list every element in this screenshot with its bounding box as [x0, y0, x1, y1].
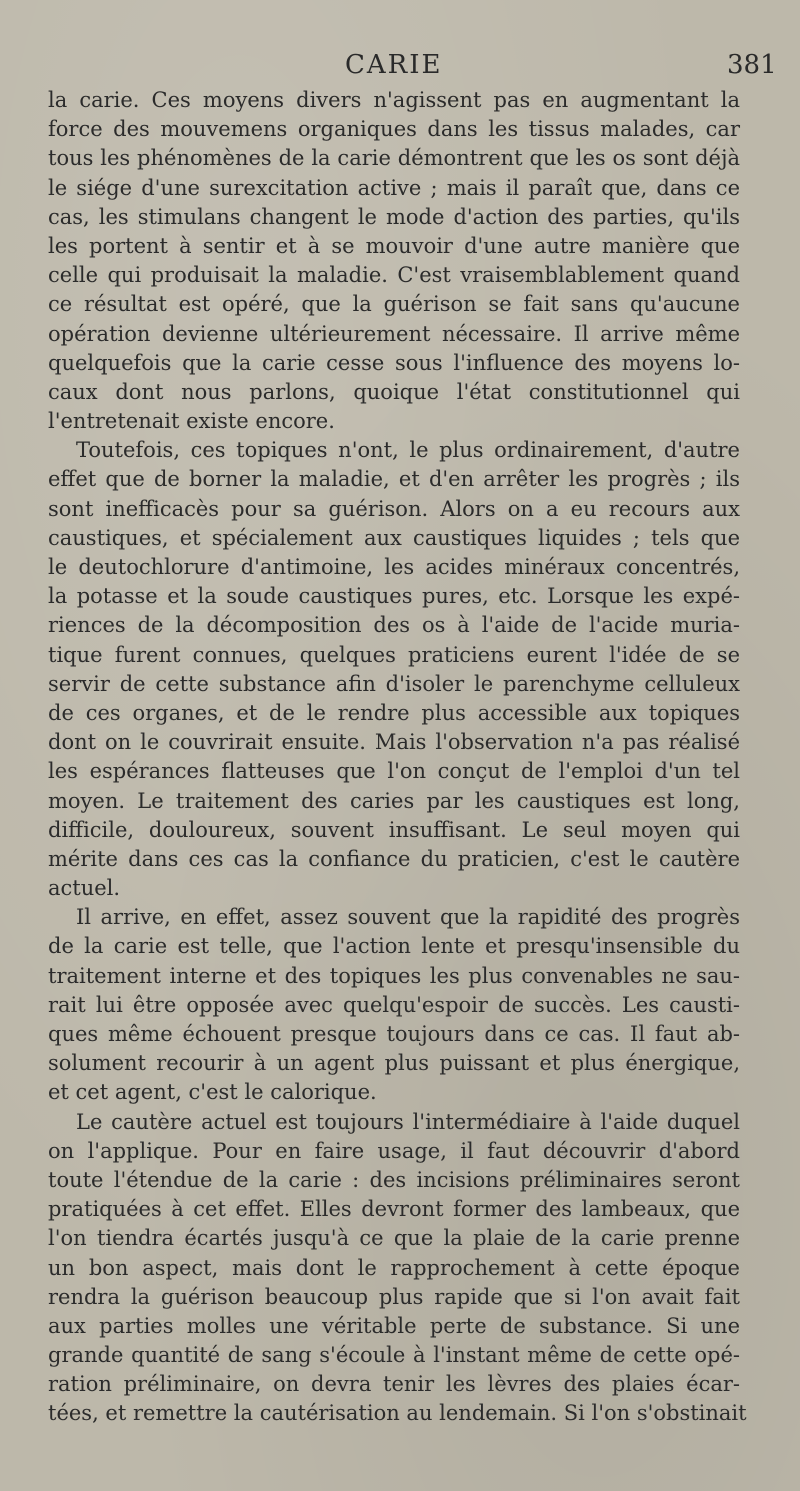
text-line: opération devienne ultérieurement nécessaire. Il arrive même: [48, 321, 740, 346]
text-line: un bon aspect, mais dont le rapprochement à cette époque: [48, 1255, 740, 1280]
text-line: cas, les stimulans changent le mode d'action des parties, qu'ils: [48, 204, 740, 229]
text-line: traitement interne et des topiques les plus convenables ne sau-: [48, 963, 740, 988]
text-line: celle qui produisait la maladie. C'est vraisemblablement quand: [48, 263, 740, 288]
page-header: [0, 50, 800, 86]
text-line: quelquefois que la carie cesse sous l'influence des moyens lo-: [48, 350, 740, 375]
text-line: et cet agent, c'est le calorique.: [48, 1080, 377, 1105]
text-line: solument recourir à un agent plus puissant et plus énergique,: [48, 1051, 740, 1076]
text-line: tous les phénomènes de la carie démontrent que les os sont déjà: [48, 146, 740, 171]
text-line: ques même échouent presque toujours dans ce cas. Il faut ab-: [48, 1022, 740, 1046]
text-line: les espérances flatteuses que l'on conçut de l'emploi d'un tel: [48, 759, 740, 784]
paragraph: [48, 436, 740, 903]
text-line: Toutefois, ces topiques n'ont, le plus ordinairement, d'autre: [76, 438, 740, 463]
text-line: de ces organes, et de le rendre plus accessible aux topiques: [48, 700, 740, 725]
text-line: l'on tiendra écartés jusqu'à ce que la plaie de la carie prenne: [48, 1226, 740, 1251]
text-line: mérite dans ces cas la confiance du praticien, c'est le cautère: [48, 846, 740, 871]
page-number: 381: [727, 50, 777, 80]
text-line: sont inefficacès pour sa guérison. Alors on a eu recours aux: [48, 496, 740, 521]
body-text: [48, 86, 747, 1429]
text-line: pratiquées à cet effet. Elles devront former des lambeaux, que: [48, 1197, 740, 1222]
text-line: toute l'étendue de la carie : des incisions préliminaires seront: [48, 1167, 740, 1192]
text-line: le siége d'une surexcitation active ; mais il paraît que, dans ce: [48, 175, 740, 200]
text-line: ration préliminaire, on devra tenir les lèvres des plaies écar-: [48, 1372, 740, 1397]
text-line: moyen. Le traitement des caries par les caustiques est long,: [48, 788, 740, 813]
text-line: caustiques, et spécialement aux caustiques liquides ; tels que: [48, 525, 740, 550]
text-line: tique furent connues, quelques praticiens eurent l'idée de se: [48, 642, 740, 667]
text-line: Il arrive, en effet, assez souvent que la rapidité des progrès: [76, 905, 740, 930]
text-line: effet que de borner la maladie, et d'en arrêter les progrès ; ils: [48, 467, 740, 492]
paragraph: [48, 86, 740, 436]
text-line: servir de cette substance afin d'isoler le parenchyme celluleux: [48, 671, 740, 696]
text-line: force des mouvemens organiques dans les tissus malades, car: [48, 117, 740, 142]
text-line: le deutochlorure d'antimoine, les acides minéraux concentrés,: [48, 555, 740, 579]
text-line: rendra la guérison beaucoup plus rapide que si l'on avait fait: [48, 1284, 740, 1309]
text-line: rait lui être opposée avec quelqu'espoir de succès. Les causti-: [48, 992, 740, 1017]
text-line: actuel.: [48, 876, 121, 901]
text-line: caux dont nous parlons, quoique l'état constitutionnel qui: [48, 379, 740, 404]
paragraph: [48, 1108, 747, 1429]
running-head: CARIE: [345, 50, 443, 80]
text-line: l'entretenait existe encore.: [48, 409, 335, 434]
text-line: riences de la décomposition des os à l'aide de l'acide muria-: [48, 613, 740, 638]
text-line: les portent à sentir et à se mouvoir d'une autre manière que: [48, 233, 740, 258]
text-line: aux parties molles une véritable perte de substance. Si une: [48, 1313, 740, 1338]
text-line: la potasse et la soude caustiques pures, etc. Lorsque les expé-: [48, 584, 740, 609]
text-line: ce résultat est opéré, que la guérison se fait sans qu'aucune: [48, 292, 740, 317]
text-line: difficile, douloureux, souvent insuffisant. Le seul moyen qui: [48, 817, 740, 842]
text-line: Le cautère actuel est toujours l'intermédiaire à l'aide duquel: [76, 1109, 740, 1134]
text-line: grande quantité de sang s'écoule à l'instant même de cette opé-: [48, 1343, 740, 1368]
paragraph: [48, 903, 740, 1107]
text-line: la carie. Ces moyens divers n'agissent pas en augmentant la: [48, 88, 740, 112]
text-line: dont on le couvrirait ensuite. Mais l'observation n'a pas réalisé: [48, 730, 740, 755]
text-line: tées, et remettre la cautérisation au lendemain. Si l'on s'obstinait: [48, 1401, 747, 1426]
text-line: de la carie est telle, que l'action lente et presqu'insensible du: [48, 934, 740, 959]
text-line: on l'applique. Pour en faire usage, il faut découvrir d'abord: [48, 1138, 740, 1163]
